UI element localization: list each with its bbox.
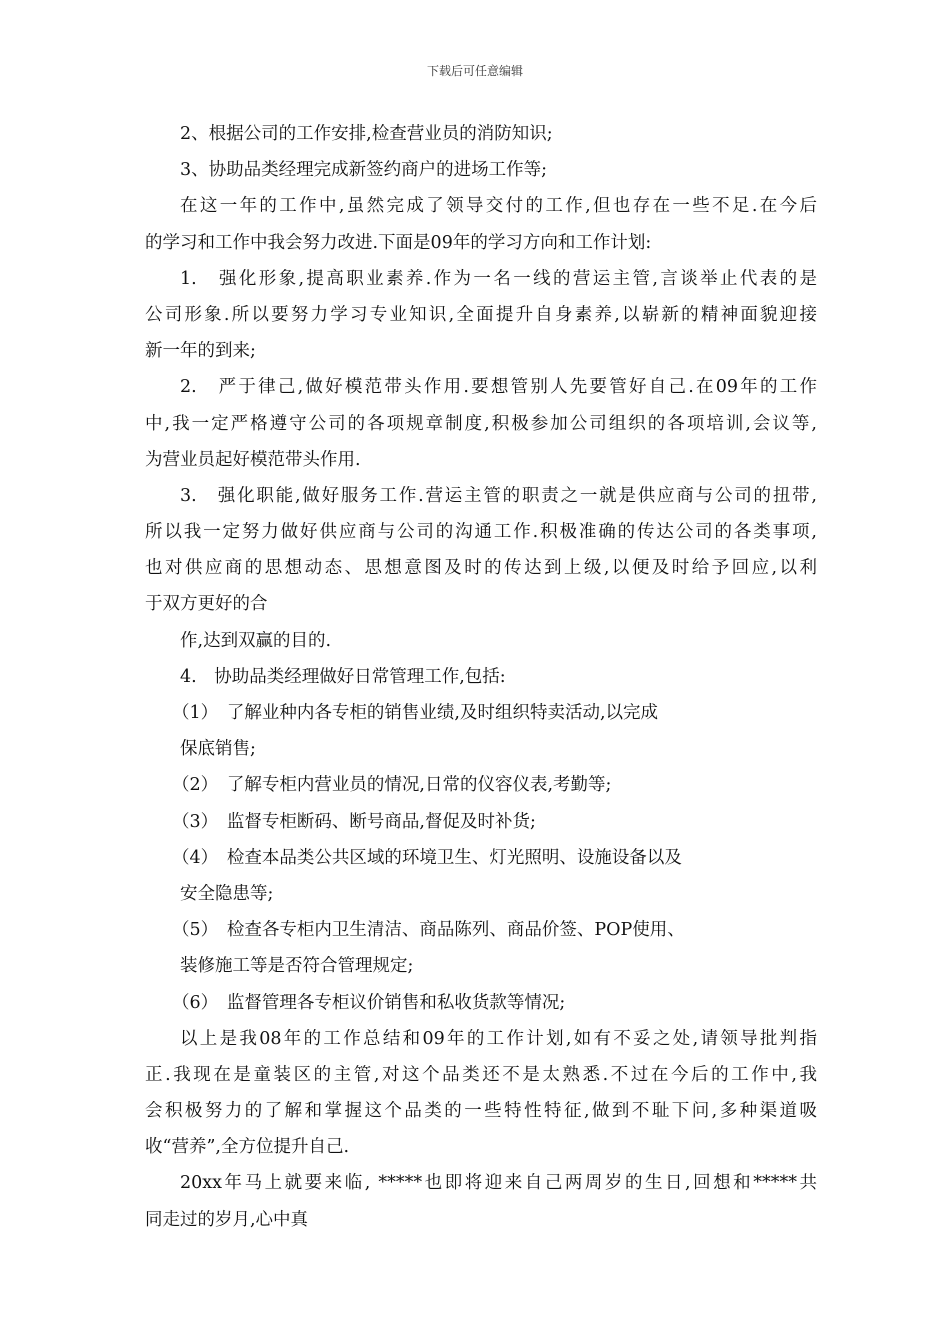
text-line: 收“营养”,全方位提升自己.	[145, 1137, 350, 1158]
text-line: 也对供应商的思想动态、思想意图及时的传达到上级,以便及时给予回应,以利	[145, 558, 817, 579]
text-line: 3. 强化职能,做好服务工作.营运主管的职责之一就是供应商与公司的扭带,	[180, 485, 817, 506]
text-line: 正.我现在是童装区的主管,对这个品类还不是太熟悉.不过在今后的工作中,我	[145, 1064, 817, 1085]
text-line: 安全隐患等;	[180, 883, 274, 904]
text-line: 公司形象.所以要努力学习专业知识,全面提升自身素养,以崭新的精神面貌迎接	[145, 304, 817, 325]
text-line: 新一年的到来;	[145, 341, 256, 362]
text-line: （4） 检查本品类公共区域的环境卫生、灯光照明、设施设备以及	[172, 847, 682, 868]
text-line: 中,我一定严格遵守公司的各项规章制度,积极参加公司组织的各项培训,会议等,	[145, 413, 817, 434]
text-line: （3） 监督专柜断码、断号商品,督促及时补货;	[172, 811, 536, 832]
page-header: 下载后可任意编辑	[426, 64, 523, 78]
text-line: 2、根据公司的工作安排,检查营业员的消防知识;	[180, 124, 553, 144]
text-line: 作,达到双赢的目的.	[180, 630, 332, 651]
text-line: 同走过的岁月,心中真	[145, 1209, 309, 1230]
text-line: 1. 强化形象,提高职业素养.作为一名一线的营运主管,言谈举止代表的是	[180, 268, 817, 289]
text-line: 2. 严于律己,做好模范带头作用.要想管别人先要管好自己.在09年的工作	[180, 377, 817, 398]
text-line: 20xx年马上就要来临, *****也即将迎来自己两周岁的生日,回想和*****共	[180, 1173, 817, 1194]
text-line: （5） 检查各专柜内卫生清洁、商品陈列、商品价签、POP使用、	[172, 920, 685, 941]
text-line: 为营业员起好模范带头作用.	[145, 449, 361, 470]
text-line: 的学习和工作中我会努力改进.下面是09年的学习方向和工作计划:	[145, 232, 652, 253]
text-line: （1） 了解业种内各专柜的销售业绩,及时组织特卖活动,以完成	[172, 703, 659, 723]
text-line: 保底销售;	[180, 739, 256, 760]
text-line: 所以我一定努力做好供应商与公司的沟通工作.积极准确的传达公司的各类事项,	[145, 522, 817, 543]
text-line: 装修施工等是否符合管理规定;	[180, 956, 414, 977]
text-line: 4. 协助品类经理做好日常管理工作,包括:	[180, 666, 506, 687]
text-line: （2） 了解专柜内营业员的情况,日常的仪容仪表,考勤等;	[172, 775, 612, 796]
document-body	[145, 116, 817, 1238]
text-line: （6） 监督管理各专柜议价销售和私收货款等情况;	[172, 992, 566, 1013]
text-line: 3、协助品类经理完成新签约商户的进场工作等;	[180, 160, 548, 181]
text-line: 会积极努力的了解和掌握这个品类的一些特性特征,做到不耻下问,多种渠道吸	[145, 1101, 817, 1122]
text-line: 于双方更好的合	[145, 594, 268, 615]
text-line: 以上是我08年的工作总结和09年的工作计划,如有不妥之处,请领导批判指	[180, 1028, 817, 1049]
text-line: 在这一年的工作中,虽然完成了领导交付的工作,但也存在一些不足.在今后	[180, 196, 817, 217]
